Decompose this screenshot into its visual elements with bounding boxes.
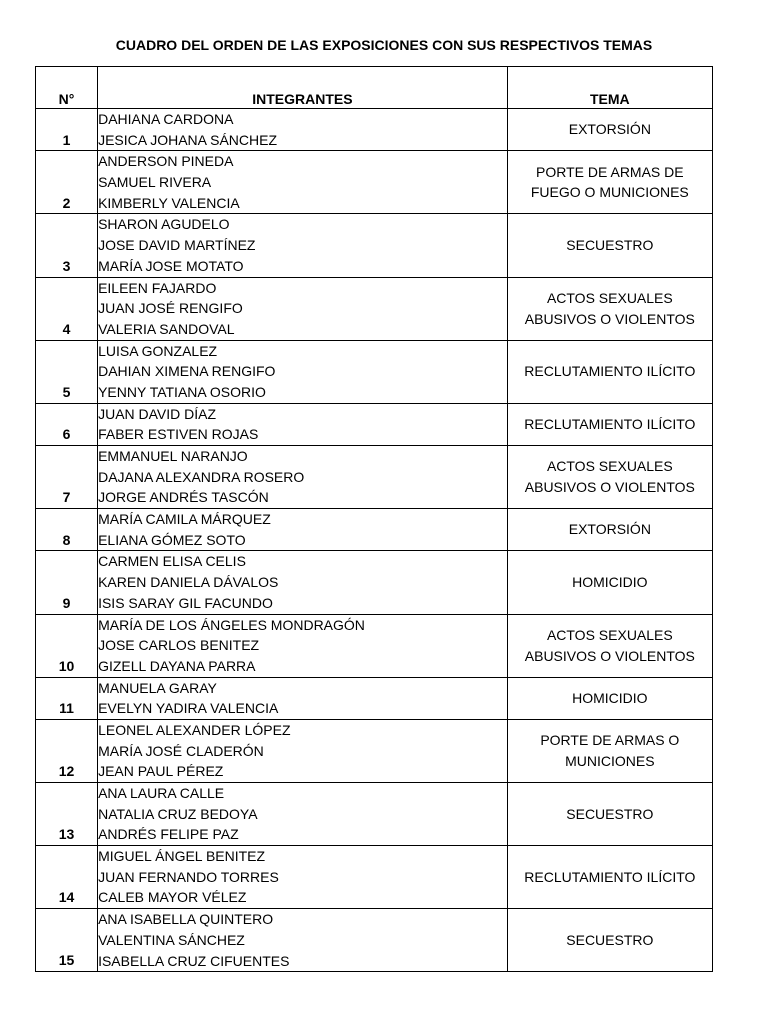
tema-line: ABUSIVOS O VIOLENTOS — [524, 310, 695, 327]
tema-line: ABUSIVOS O VIOLENTOS — [524, 647, 695, 664]
integrante-name: EMMANUEL NARANJO — [98, 448, 248, 464]
integrante-name: MARÍA DE LOS ÁNGELES MONDRAGÓN — [98, 616, 365, 633]
integrante-name: JUAN DAVID DÍAZ — [98, 405, 217, 422]
exposiciones-table — [35, 66, 713, 972]
table-row — [36, 909, 713, 972]
tema-cell — [507, 614, 712, 677]
integrante-name: ISABELLA CRUZ CIFUENTES — [98, 952, 290, 969]
integrante-name: SAMUEL RIVERA — [98, 174, 212, 191]
table-row — [36, 614, 713, 677]
integrantes-cell — [98, 551, 508, 614]
row-number: 1 — [36, 109, 98, 151]
integrante-name: ELIANA GÓMEZ SOTO — [98, 531, 246, 548]
tema-line: SECUESTRO — [566, 805, 654, 822]
tema-cell — [507, 109, 712, 151]
integrante-name: LEONEL ALEXANDER LÓPEZ — [98, 721, 291, 738]
integrante-name: LUISA GONZALEZ — [98, 342, 218, 359]
integrantes-cell — [98, 214, 508, 277]
row-number: 10 — [36, 614, 98, 677]
integrante-name: GIZELL DAYANA PARRA — [98, 657, 256, 674]
table-row — [36, 846, 713, 909]
tema-line: PORTE DE ARMAS O — [540, 732, 680, 749]
table-body — [36, 109, 713, 972]
integrante-name: YENNY TATIANA OSORIO — [98, 383, 266, 400]
tema-line: RECLUTAMIENTO ILÍCITO — [524, 868, 696, 885]
tema-line: RECLUTAMIENTO ILÍCITO — [524, 363, 696, 380]
integrante-name: DAHIANA CARDONA — [98, 111, 234, 127]
integrantes-cell — [98, 909, 508, 972]
integrantes-cell — [98, 614, 508, 677]
integrante-name: MIGUEL ÁNGEL BENITEZ — [98, 848, 266, 865]
tema-cell — [507, 214, 712, 277]
integrantes-cell — [98, 277, 508, 340]
tema-cell — [507, 277, 712, 340]
integrantes-cell — [98, 151, 508, 214]
integrante-name: SHARON AGUDELO — [98, 216, 230, 233]
row-number: 4 — [36, 277, 98, 340]
tema-cell — [507, 551, 712, 614]
integrante-name: MARÍA CAMILA MÁRQUEZ — [98, 511, 271, 528]
row-number: 13 — [36, 783, 98, 846]
integrantes-cell — [98, 446, 508, 509]
integrante-name: JORGE ANDRÉS TASCÓN — [98, 489, 269, 506]
tema-line: ABUSIVOS O VIOLENTOS — [524, 479, 695, 496]
row-number: 14 — [36, 846, 98, 909]
table-row — [36, 340, 713, 403]
tema-line: HOMICIDIO — [572, 689, 648, 706]
tema-line: SECUESTRO — [566, 931, 654, 948]
integrante-name: ANDRÉS FELIPE PAZ — [98, 826, 239, 843]
header-tema: TEMA — [507, 67, 712, 109]
tema-cell — [507, 446, 712, 509]
integrante-name: MANUELA GARAY — [98, 679, 217, 696]
row-number: 5 — [36, 340, 98, 403]
row-number: 9 — [36, 551, 98, 614]
tema-line: EXTORSIÓN — [568, 521, 651, 538]
tema-line: RECLUTAMIENTO ILÍCITO — [524, 415, 696, 432]
integrante-name: ANA ISABELLA QUINTERO — [98, 911, 274, 928]
table-row — [36, 551, 713, 614]
integrante-name: ISIS SARAY GIL FACUNDO — [98, 594, 273, 611]
tema-cell — [507, 509, 712, 551]
table-header-row — [36, 67, 713, 109]
row-number: 8 — [36, 509, 98, 551]
tema-cell — [507, 403, 712, 445]
integrantes-cell — [98, 846, 508, 909]
integrante-name: KIMBERLY VALENCIA — [98, 194, 240, 211]
tema-line: HOMICIDIO — [572, 574, 648, 591]
integrante-name: VALERIA SANDOVAL — [98, 320, 235, 337]
tema-cell — [507, 151, 712, 214]
integrante-name: MARÍA JOSÉ CLADERÓN — [98, 742, 264, 759]
table-row — [36, 277, 713, 340]
table-row — [36, 214, 713, 277]
integrante-name: JUAN FERNANDO TORRES — [98, 868, 279, 885]
tema-line: PORTE DE ARMAS DE — [536, 163, 684, 180]
integrante-name: JUAN JOSÉ RENGIFO — [98, 300, 243, 317]
integrante-name: JOSE CARLOS BENITEZ — [98, 637, 260, 654]
document-title: CUADRO DEL ORDEN DE LAS EXPOSICIONES CON SUS RESPECTIVOS TEMAS — [115, 37, 653, 53]
table-row — [36, 109, 713, 151]
tema-line: ACTOS SEXUALES — [546, 458, 673, 475]
integrante-name: EILEEN FAJARDO — [98, 279, 217, 296]
integrantes-cell — [98, 677, 508, 719]
integrante-name: JEAN PAUL PÉREZ — [98, 763, 224, 780]
integrante-name: VALENTINA SÁNCHEZ — [98, 931, 245, 948]
integrantes-cell — [98, 783, 508, 846]
tema-line: FUEGO O MUNICIONES — [530, 184, 689, 201]
tema-cell — [507, 340, 712, 403]
integrantes-cell — [98, 403, 508, 445]
table-row — [36, 446, 713, 509]
integrante-name: EVELYN YADIRA VALENCIA — [98, 700, 279, 717]
row-number: 6 — [36, 403, 98, 445]
table-row — [36, 403, 713, 445]
integrantes-cell — [98, 509, 508, 551]
integrante-name: CALEB MAYOR VÉLEZ — [98, 889, 247, 906]
integrante-name: KAREN DANIELA DÁVALOS — [98, 574, 279, 591]
integrante-name: NATALIA CRUZ BEDOYA — [98, 805, 258, 822]
table-row — [36, 677, 713, 719]
row-number: 3 — [36, 214, 98, 277]
row-number: 12 — [36, 719, 98, 782]
tema-line: SECUESTRO — [566, 237, 654, 254]
integrante-name: ANDERSON PINEDA — [98, 153, 234, 170]
integrantes-cell — [98, 719, 508, 782]
tema-cell — [507, 719, 712, 782]
table-row — [36, 151, 713, 214]
tema-line: ACTOS SEXUALES — [546, 289, 673, 306]
header-num: N° — [36, 67, 98, 109]
integrante-name: JOSE DAVID MARTÍNEZ — [98, 237, 256, 254]
integrantes-cell — [98, 109, 508, 151]
row-number: 15 — [36, 909, 98, 972]
integrante-name: MARÍA JOSE MOTATO — [98, 257, 244, 274]
row-number: 11 — [36, 677, 98, 719]
table-row — [36, 719, 713, 782]
integrante-name: DAJANA ALEXANDRA ROSERO — [98, 468, 305, 485]
tema-cell — [507, 783, 712, 846]
tema-line: EXTORSIÓN — [568, 121, 651, 138]
table-row — [36, 783, 713, 846]
table-row — [36, 509, 713, 551]
tema-line: MUNICIONES — [565, 752, 655, 769]
header-integrantes: INTEGRANTES — [98, 67, 508, 109]
integrante-name: ANA LAURA CALLE — [98, 785, 225, 801]
integrante-name: DAHIAN XIMENA RENGIFO — [98, 363, 276, 380]
tema-line: ACTOS SEXUALES — [546, 626, 673, 643]
integrante-name: JESICA JOHANA SÁNCHEZ — [98, 131, 278, 148]
integrante-name: CARMEN ELISA CELIS — [98, 553, 246, 570]
tema-cell — [507, 846, 712, 909]
row-number: 2 — [36, 151, 98, 214]
integrantes-cell — [98, 340, 508, 403]
integrante-name: FABER ESTIVEN ROJAS — [98, 426, 259, 443]
tema-cell — [507, 909, 712, 972]
tema-cell — [507, 677, 712, 719]
row-number: 7 — [36, 446, 98, 509]
